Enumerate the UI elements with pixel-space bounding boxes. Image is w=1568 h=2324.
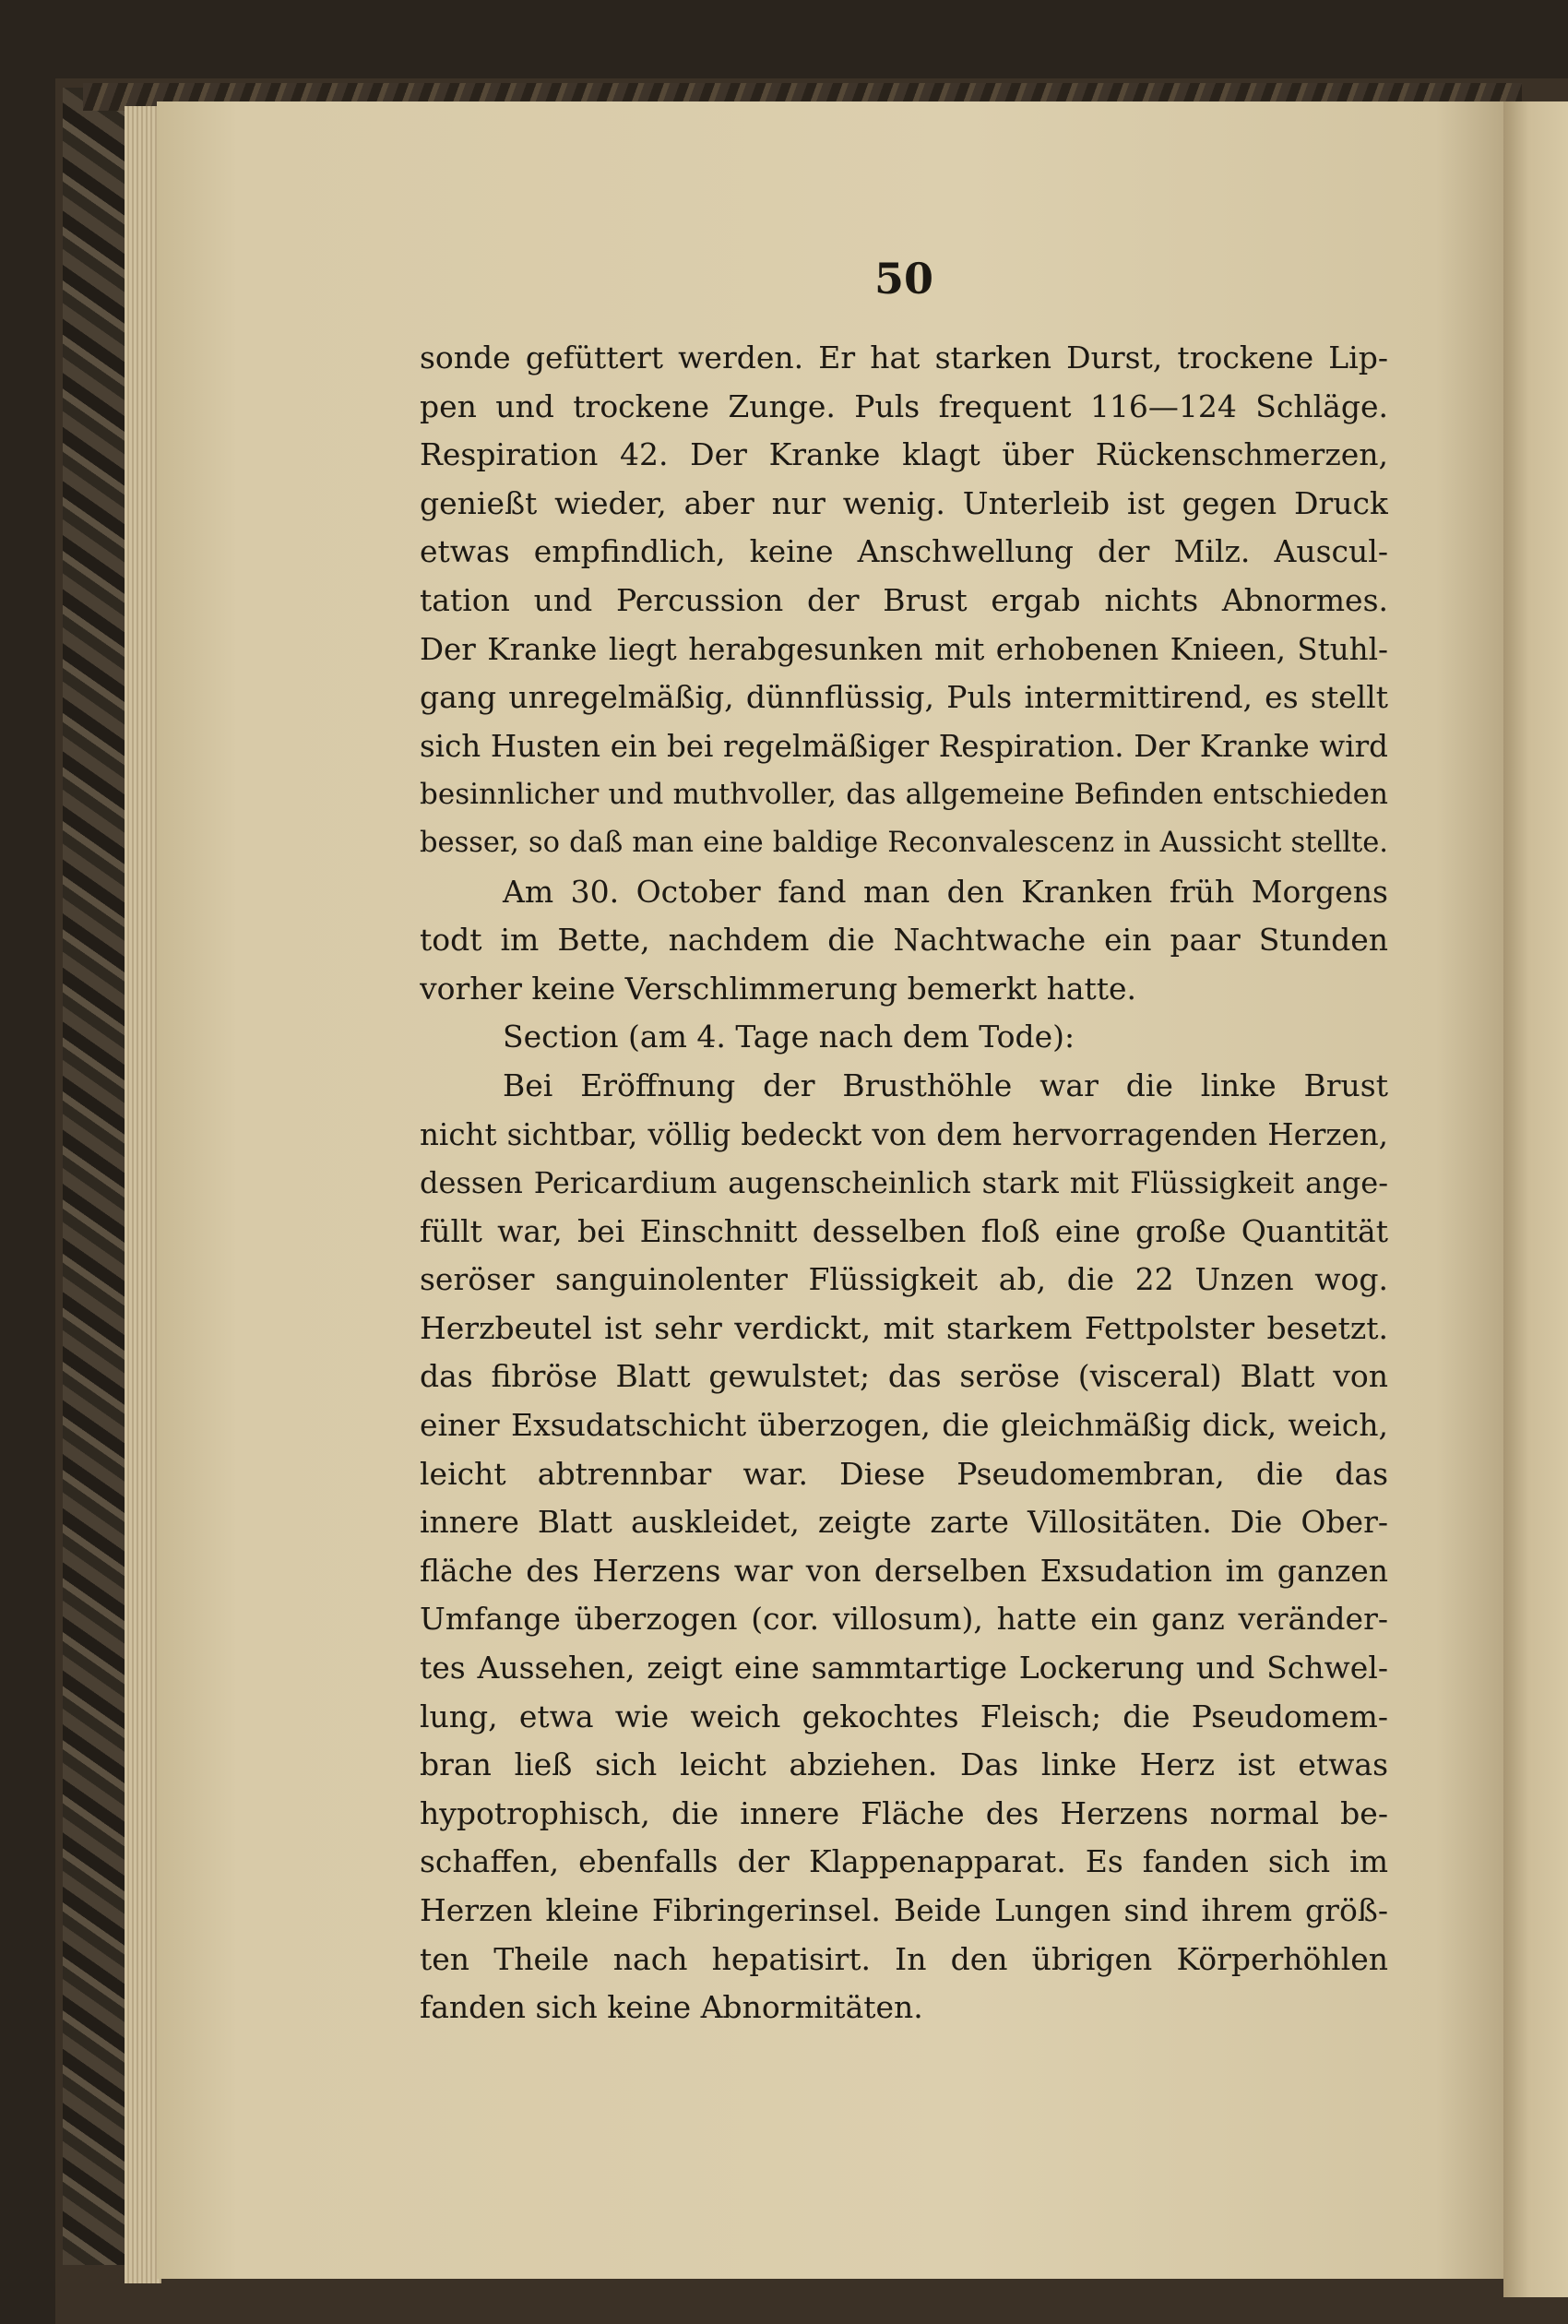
text-line: vorher keine Verschlimmerung bemerkt hatte. <box>420 970 1137 1007</box>
text-line: lung, etwa wie weich gekochtes Fleisch; die Pseudomem- <box>420 1698 1388 1734</box>
text-line: bran ließ sich leicht abziehen. Das linke Herz ist etwas <box>420 1746 1388 1783</box>
text-line: Bei Eröffnung der Brusthöhle war die linke Brust <box>503 1067 1388 1103</box>
text-line: das fibröse Blatt gewulstet; das seröse (visceral) Blatt von <box>420 1358 1388 1395</box>
text-line: pen und trockene Zunge. Puls frequent 116—124 Schläge. <box>420 387 1388 424</box>
text-line: ten Theile nach hepatisirt. In den übrigen Körperhöhlen <box>420 1940 1388 1977</box>
text-line: dessen Pericardium augenscheinlich stark mit Flüssigkeit ange- <box>420 1165 1388 1201</box>
text-line: Herzen kleine Fibringerinsel. Beide Lungen sind ihrem größ- <box>420 1892 1388 1928</box>
text-line: füllt war, bei Einschnitt desselben floß eine große Quantität <box>420 1212 1388 1249</box>
text-line: Am 30. October fand man den Kranken früh Morgens <box>503 873 1388 910</box>
marbled-edge-left <box>63 88 127 2265</box>
text-line: sich Husten ein bei regelmäßiger Respiration. Der Kranke wird <box>420 728 1388 764</box>
text-line: seröser sanguinolenter Flüssigkeit ab, die 22 Unzen wog. <box>420 1261 1388 1298</box>
text-line: nicht sichtbar, völlig bedeckt von dem hervorragenden Herzen, <box>420 1116 1388 1152</box>
text-line: besser, so daß man eine baldige Reconvalescenz in Aussicht stellte. <box>420 826 1388 859</box>
text-line: Herzbeutel ist sehr verdickt, mit starkem Fettpolster besetzt. <box>420 1309 1388 1346</box>
text-line: innere Blatt auskleidet, zeigte zarte Villositäten. Die Ober- <box>420 1504 1388 1541</box>
text-line: fläche des Herzens war von derselben Exsudation im ganzen <box>420 1552 1388 1589</box>
text-line: tation und Percussion der Brust ergab nichts Abnormes. <box>420 581 1388 618</box>
text-line: etwas empfindlich, keine Anschwellung der Milz. Auscul- <box>420 533 1388 570</box>
facing-page-edge <box>1503 101 1568 2297</box>
page-text <box>420 334 1388 2032</box>
text-line: Umfange überzogen (cor. villosum), hatte ein ganz veränder- <box>420 1601 1388 1638</box>
text-line: genießt wieder, aber nur wenig. Unterleib ist gegen Druck <box>420 484 1388 521</box>
text-line: tes Aussehen, zeigt eine sammtartige Lockerung und Schwel- <box>420 1650 1388 1686</box>
text-line: schaffen, ebenfalls der Klappenapparat. Es fanden sich im <box>420 1843 1388 1880</box>
page-stack-edges <box>125 106 161 2283</box>
text-line: einer Exsudatschicht überzogen, die gleichmäßig dick, weich, <box>420 1407 1388 1444</box>
page-number: 50 <box>873 254 933 304</box>
text-line: besinnlicher und muthvoller, das allgemeine Befinden entschieden <box>420 778 1388 812</box>
text-line: leicht abtrennbar war. Diese Pseudomembran, die das <box>420 1455 1388 1492</box>
text-line: Respiration 42. Der Kranke klagt über Rückenschmerzen, <box>420 436 1388 473</box>
text-line: gang unregelmäßig, dünnflüssig, Puls intermittirend, es stellt <box>420 679 1388 716</box>
text-line: Der Kranke liegt herabgesunken mit erhobenen Knieen, Stuhl- <box>420 631 1388 667</box>
text-line: sonde gefüttert werden. Er hat starken Durst, trockene Lip- <box>420 340 1388 375</box>
text-line: todt im Bette, nachdem die Nachtwache ein paar Stunden <box>420 922 1388 959</box>
text-line: hypotrophisch, die innere Fläche des Herzens normal be- <box>420 1794 1388 1831</box>
text-line: Section (am 4. Tage nach dem Tode): <box>503 1019 1075 1055</box>
text-line: fanden sich keine Abnormitäten. <box>420 1989 923 2026</box>
